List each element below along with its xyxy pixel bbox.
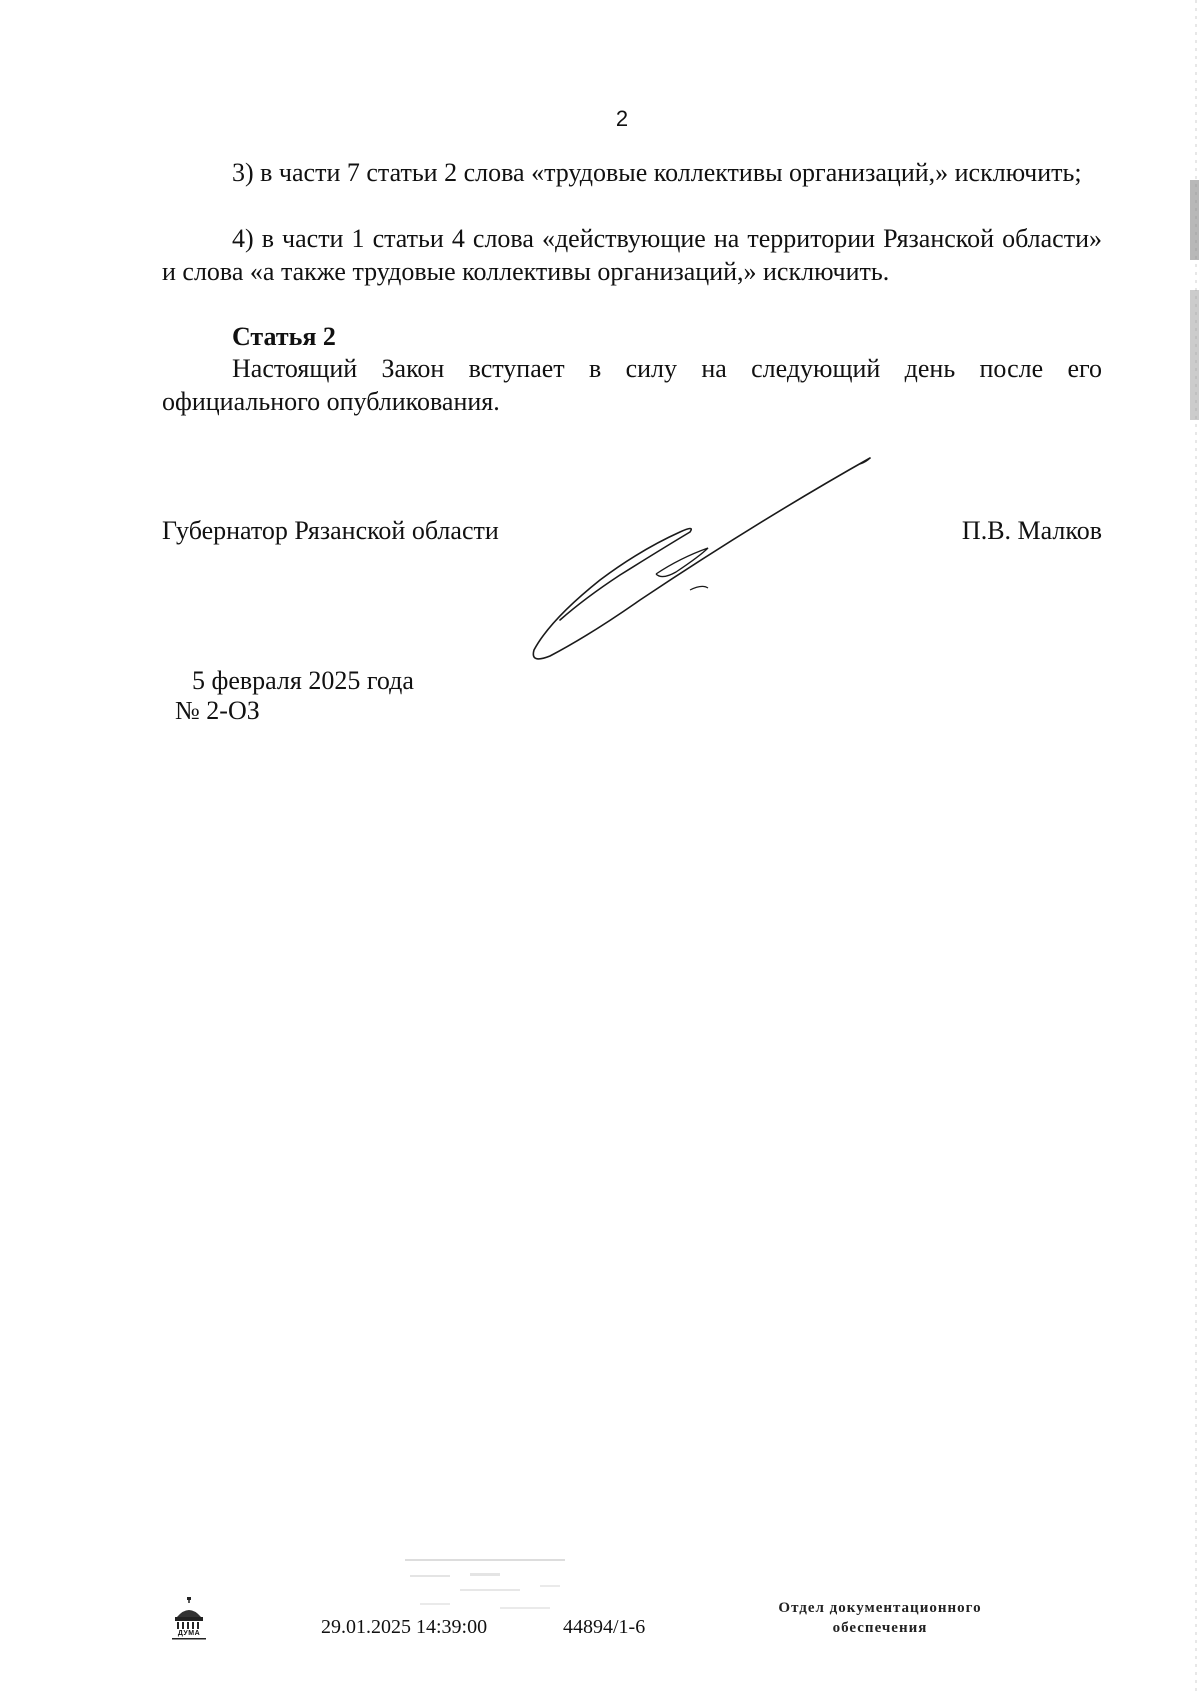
amendment-item-3 bbox=[162, 156, 1102, 189]
faint-stamp-mark bbox=[400, 1555, 580, 1625]
document-id: 44894/1-6 bbox=[563, 1616, 646, 1638]
registration-timestamp: 29.01.2025 14:39:00 bbox=[321, 1616, 488, 1638]
duma-logo-text: ДУМА bbox=[172, 1629, 206, 1638]
department-stamp-line-1: Отдел документационного bbox=[778, 1600, 982, 1616]
department-stamp bbox=[740, 1598, 1020, 1638]
amendment-item-4 bbox=[162, 222, 1102, 288]
department-stamp-line-2: обеспечения bbox=[832, 1620, 928, 1636]
signer-title: Губернатор Рязанской области bbox=[162, 516, 499, 545]
amendment-item-3-text: 3) в части 7 статьи 2 слова «трудовые коллективы организаций,» исключить; bbox=[232, 158, 1082, 187]
scan-edge-artifact bbox=[1186, 0, 1200, 1695]
article-2-body bbox=[162, 352, 1102, 418]
article-2-text: Настоящий Закон вступает в силу на следующий день после его официального опубликования. bbox=[162, 354, 1102, 416]
duma-logo bbox=[170, 1595, 208, 1641]
signer-name: П.В. Малков bbox=[961, 516, 1102, 545]
article-2-title: Статья 2 bbox=[232, 322, 336, 351]
law-number: № 2-ОЗ bbox=[175, 696, 260, 725]
law-date: 5 февраля 2025 года bbox=[192, 666, 414, 695]
page-number: 2 bbox=[615, 106, 629, 131]
handwritten-signature bbox=[530, 450, 890, 670]
amendment-item-4-text: 4) в части 1 статьи 4 слова «действующие на территории Рязанской области» и слова «а также трудовые коллективы организаций,» исключить. bbox=[162, 224, 1102, 286]
